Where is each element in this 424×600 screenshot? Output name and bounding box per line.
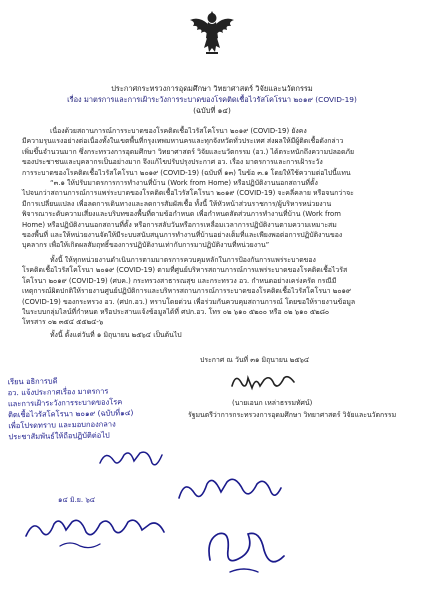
body-line: โรคติดเชื้อไวรัสโคโรนา ๒๐๑๙ (COVID-19) ตามที่ศูนย์บริหารสถานการณ์การแพร่ระบาดของโรคติดเชื้อไวรัส bbox=[22, 266, 348, 275]
handwritten-note-line: ติดเชื้อไวรัสโคโรนา ๒๐๑๙ (ฉบับที่๑๔) bbox=[8, 408, 134, 420]
handwritten-initials-icon bbox=[96, 445, 166, 473]
handwritten-note-line: ประชาสัมพันธ์ให้ถือปฏิบัติต่อไป bbox=[8, 430, 110, 442]
announcement-ministry-title: ประกาศกระทรวงการอุดมศึกษา วิทยาศาสตร์ วิจัยและนวัตกรรม bbox=[111, 84, 313, 93]
announcement-issue-number: (ฉบับที่ ๑๔) bbox=[193, 106, 231, 115]
garuda-emblem-icon bbox=[187, 8, 237, 58]
body-paragraph-1 bbox=[22, 126, 404, 251]
body-line: เนื่องด้วยสถานการณ์การระบาดของโรคติดเชื้อไวรัสโคโรนา ๒๐๑๙ (COVID-19) ยังคง bbox=[50, 127, 307, 135]
body-line: เหตุการณ์ผิดปกติให้รายงานศูนย์ปฏิบัติการและบริหารสถานการณ์การระบาดของโรคติดเชื้อไวรัสโคโรนา ๒๐๑๙ bbox=[22, 287, 351, 296]
body-line: ในระบบกลุ่มไลน์ที่กำหนด หรือประสานแจ้งข้อมูลได้ที่ ศปก.อว. โทร ๐๒ ๖๑๐ ๕๒๐๐ หรือ ๐๒ ๖๑๐ ๕๒๘๐ bbox=[22, 308, 330, 317]
handwritten-note-line: เพื่อโปรดทราบ และมอบกองกลาง bbox=[8, 419, 116, 431]
body-line: พิจารณาระดับความเสี่ยงและบริบทของพื้นที่ตามข้อกำหนด เพื่อกำหนดสัดส่วนการทำงานที่บ้าน (Work from bbox=[22, 210, 341, 219]
body-line: มีความรุนแรงอย่างต่อเนื่องทั้งในเขตพื้นที่กรุงเทพมหานครและทุกจังหวัดทั่วประเทศ ส่งผลให้มีผู้ติดเชื้อดังกล่าว bbox=[22, 137, 344, 146]
handwritten-mark-icon bbox=[200, 520, 300, 580]
announcement-subject: เรื่อง มาตรการและการเฝ้าระวังการระบาดของโรคติดเชื้อไวรัสโคโรนา ๒๐๑๙ (COVID-19) bbox=[67, 95, 357, 104]
body-line: การระบาดของโรคติดเชื้อไวรัสโคโรนา ๒๐๑๙ (COVID-19) (ฉบับที่ ๑๓) ในข้อ ๓.๑ โดยให้ใช้ความต่อไปนี้แทน bbox=[22, 168, 351, 177]
body-line: ทั้งนี้ ให้ทุกหน่วยงานดำเนินการตามมาตรการควบคุมหลักในการป้องกันการแพร่ระบาดของ bbox=[50, 256, 316, 264]
handwritten-note-line: และการเฝ้าระวังการระบาดของโรค bbox=[7, 397, 123, 409]
body-line: “๓.๑ ให้ปรับมาตรการการทำงานที่บ้าน (Work from Home) หรือปฏิบัติงานนอกสถานที่ตั้ง bbox=[50, 179, 318, 188]
body-line: เพิ่มขึ้นจำนวนมาก ซึ่งกระทรวงการอุดมศึกษา วิทยาศาสตร์ วิจัยและนวัตกรรม (อว.) ได้ตระหนักถึงความปลอดภัย bbox=[22, 147, 354, 156]
handwritten-note bbox=[7, 374, 158, 443]
body-line: มีการเปลี่ยนแปลง เพื่อลดการเดินทางและลดการสัมผัสเชื้อ ทั้งนี้ ให้หัวหน้าส่วนราชการ/ผู้บริหารหน่วยงาน bbox=[22, 199, 332, 208]
handwritten-note-line: อว. แจ้งประกาศเรื่อง มาตรการ bbox=[7, 386, 109, 398]
handwritten-approval-signature-icon bbox=[175, 470, 285, 510]
minister-signature-icon bbox=[228, 366, 298, 396]
handwritten-date: ๑๔ มิ.ย. ๖๔ bbox=[58, 496, 96, 504]
effective-date-line: ทั้งนี้ ตั้งแต่วันที่ ๑ มิถุนายน ๒๕๖๔ เป็นต้นไป bbox=[50, 331, 182, 339]
body-line: ของประชาชนและบุคลากรเป็นอย่างมาก จึงแก้ไขปรับปรุงประกาศ อว. เรื่อง มาตรการและการเฝ้าระวัง bbox=[22, 158, 323, 167]
announce-date: ประกาศ ณ วันที่ ๓๑ มิถุนายน ๒๕๖๔ bbox=[200, 356, 310, 364]
body-line: Home) หรือปฏิบัติงานนอกสถานที่ตั้ง หรือการสลับวันหรือการเหลื่อมเวลาการปฏิบัติงานตามความเหมาะสม bbox=[22, 220, 337, 229]
body-paragraph-effective-date bbox=[22, 330, 404, 340]
signer-position: รัฐมนตรีว่าการกระทรวงการอุดมศึกษา วิทยาศาสตร์ วิจัยและนวัตกรรม bbox=[188, 411, 397, 419]
handwritten-signature-icon bbox=[20, 510, 170, 550]
body-line: (COVID-19) ของกระทรวง อว. (ศปก.อว.) ทราบโดยด่วน เพื่อร่วมกันควบคุมสถานการณ์ โดยขอให้รายงานข้อมูล bbox=[22, 297, 356, 306]
body-line: โคโรนา ๒๐๑๙ (COVID-19) (ศบค.) กระทรวงสาธารณสุข และกระทรวง อว. กำหนดอย่างเคร่งครัด กรณีมี bbox=[22, 276, 337, 285]
body-line: ไปจนกว่าสถานการณ์การแพร่ระบาดของโรคติดเชื้อไวรัสโคโรนา ๒๐๑๙ (COVID-19) จะคลี่คลาย หรือจนกว่าจะ bbox=[22, 189, 354, 198]
signer-name: (นายเอนก เหล่าธรรมทัศน์) bbox=[232, 399, 313, 407]
body-line: บุคลากร เพื่อให้เกิดผลสัมฤทธิ์ของการปฏิบัติงานเท่ากับการมาปฏิบัติงานที่หน่วยงาน” bbox=[22, 241, 270, 250]
handwritten-note-line: เรียน อธิการบดี bbox=[7, 376, 58, 387]
body-paragraph-2 bbox=[22, 255, 404, 328]
body-line: โทรสาร ๐๒ ๓๕๔ ๕๕๒๔-๖ bbox=[22, 318, 104, 327]
body-line: ของพื้นที่ และให้หน่วยงานจัดให้มีระบบสนับสนุนการทำงานที่บ้านอย่างเต็มที่และเพียงพอต่อการปฏิบัติงานของ bbox=[22, 231, 343, 240]
